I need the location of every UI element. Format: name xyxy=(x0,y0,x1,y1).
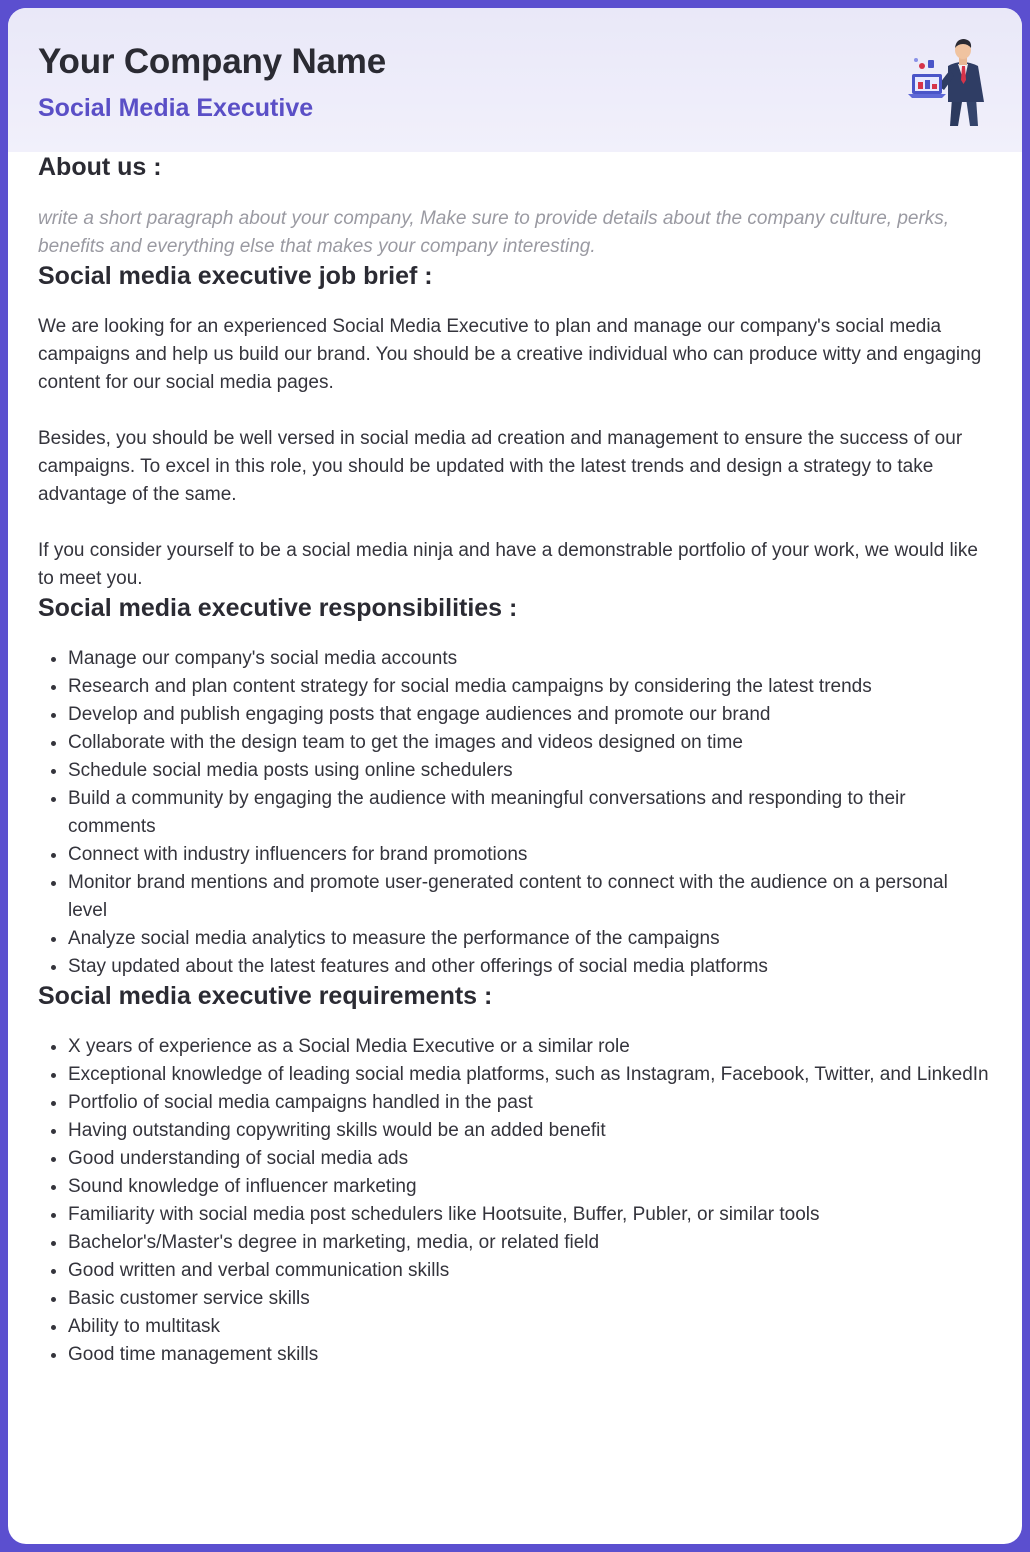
about-heading: About us : xyxy=(38,153,162,181)
businessman-with-laptop-icon xyxy=(904,36,996,126)
list-item: • Research and plan content strategy for social media campaigns by considering the latest trends xyxy=(68,673,992,701)
list-item: • Having outstanding copywriting skills would be an added benefit xyxy=(68,1117,992,1145)
requirements-heading: Social media executive requirements : xyxy=(38,982,493,1010)
list-item: • Stay updated about the latest features and other offerings of social media platforms xyxy=(68,953,992,981)
list-item: • Monitor brand mentions and promote user-generated content to connect with the audience on a personal level xyxy=(68,869,992,925)
job-brief-paragraph: We are looking for an experienced Social Media Executive to plan and manage our company's social media campaigns and help us build our brand. You should be a creative individual who can produce witty and engaging content for our social media pages. xyxy=(38,316,982,393)
job-brief-paragraph: Besides, you should be well versed in social media ad creation and management to ensure the success of our campaigns. To excel in this role, you should be updated with the latest trends and design a strategy to take advantage of the same. xyxy=(38,428,963,505)
job-content xyxy=(8,152,1022,1369)
company-name: Your Company Name xyxy=(38,42,386,81)
job-description-card xyxy=(8,8,1022,1544)
list-item: • Schedule social media posts using online schedulers xyxy=(68,757,992,785)
list-item: • Bachelor's/Master's degree in marketing, media, or related field xyxy=(68,1229,992,1257)
list-item: • Portfolio of social media campaigns handled in the past xyxy=(68,1089,992,1117)
list-item: • Manage our company's social media accounts xyxy=(68,645,992,673)
list-item: • Familiarity with social media post schedulers like Hootsuite, Buffer, Publer, or similar tools xyxy=(68,1201,992,1229)
about-text: write a short paragraph about your company, Make sure to provide details about the company culture, perks, benefits and everything else that makes your company interesting. xyxy=(38,208,950,257)
list-item: • Good understanding of social media ads xyxy=(68,1145,992,1173)
list-item: • Analyze social media analytics to measure the performance of the campaigns xyxy=(68,925,992,953)
requirements-list xyxy=(38,1033,992,1369)
list-item: • Good written and verbal communication skills xyxy=(68,1257,992,1285)
list-item: • Collaborate with the design team to get the images and videos designed on time xyxy=(68,729,992,757)
job-brief-paragraph: If you consider yourself to be a social media ninja and have a demonstrable portfolio of your work, we would like to meet you. xyxy=(38,540,978,589)
list-item: • Basic customer service skills xyxy=(68,1285,992,1313)
list-item: • X years of experience as a Social Media Executive or a similar role xyxy=(68,1033,992,1061)
list-item: • Connect with industry influencers for brand promotions xyxy=(68,841,992,869)
list-item: • Ability to multitask xyxy=(68,1313,992,1341)
list-item: • Sound knowledge of influencer marketing xyxy=(68,1173,992,1201)
list-item: • Build a community by engaging the audience with meaningful conversations and responding to their comments xyxy=(68,785,992,841)
responsibilities-heading: Social media executive responsibilities : xyxy=(38,594,518,622)
responsibilities-list xyxy=(38,645,992,981)
job-brief-heading: Social media executive job brief : xyxy=(38,262,433,290)
list-item: • Good time management skills xyxy=(68,1341,992,1369)
list-item: • Develop and publish engaging posts that engage audiences and promote our brand xyxy=(68,701,992,729)
job-title: Social Media Executive xyxy=(38,94,314,122)
list-item: • Exceptional knowledge of leading social media platforms, such as Instagram, Facebook, Twitter, and LinkedIn xyxy=(68,1061,992,1089)
header xyxy=(8,8,1022,152)
